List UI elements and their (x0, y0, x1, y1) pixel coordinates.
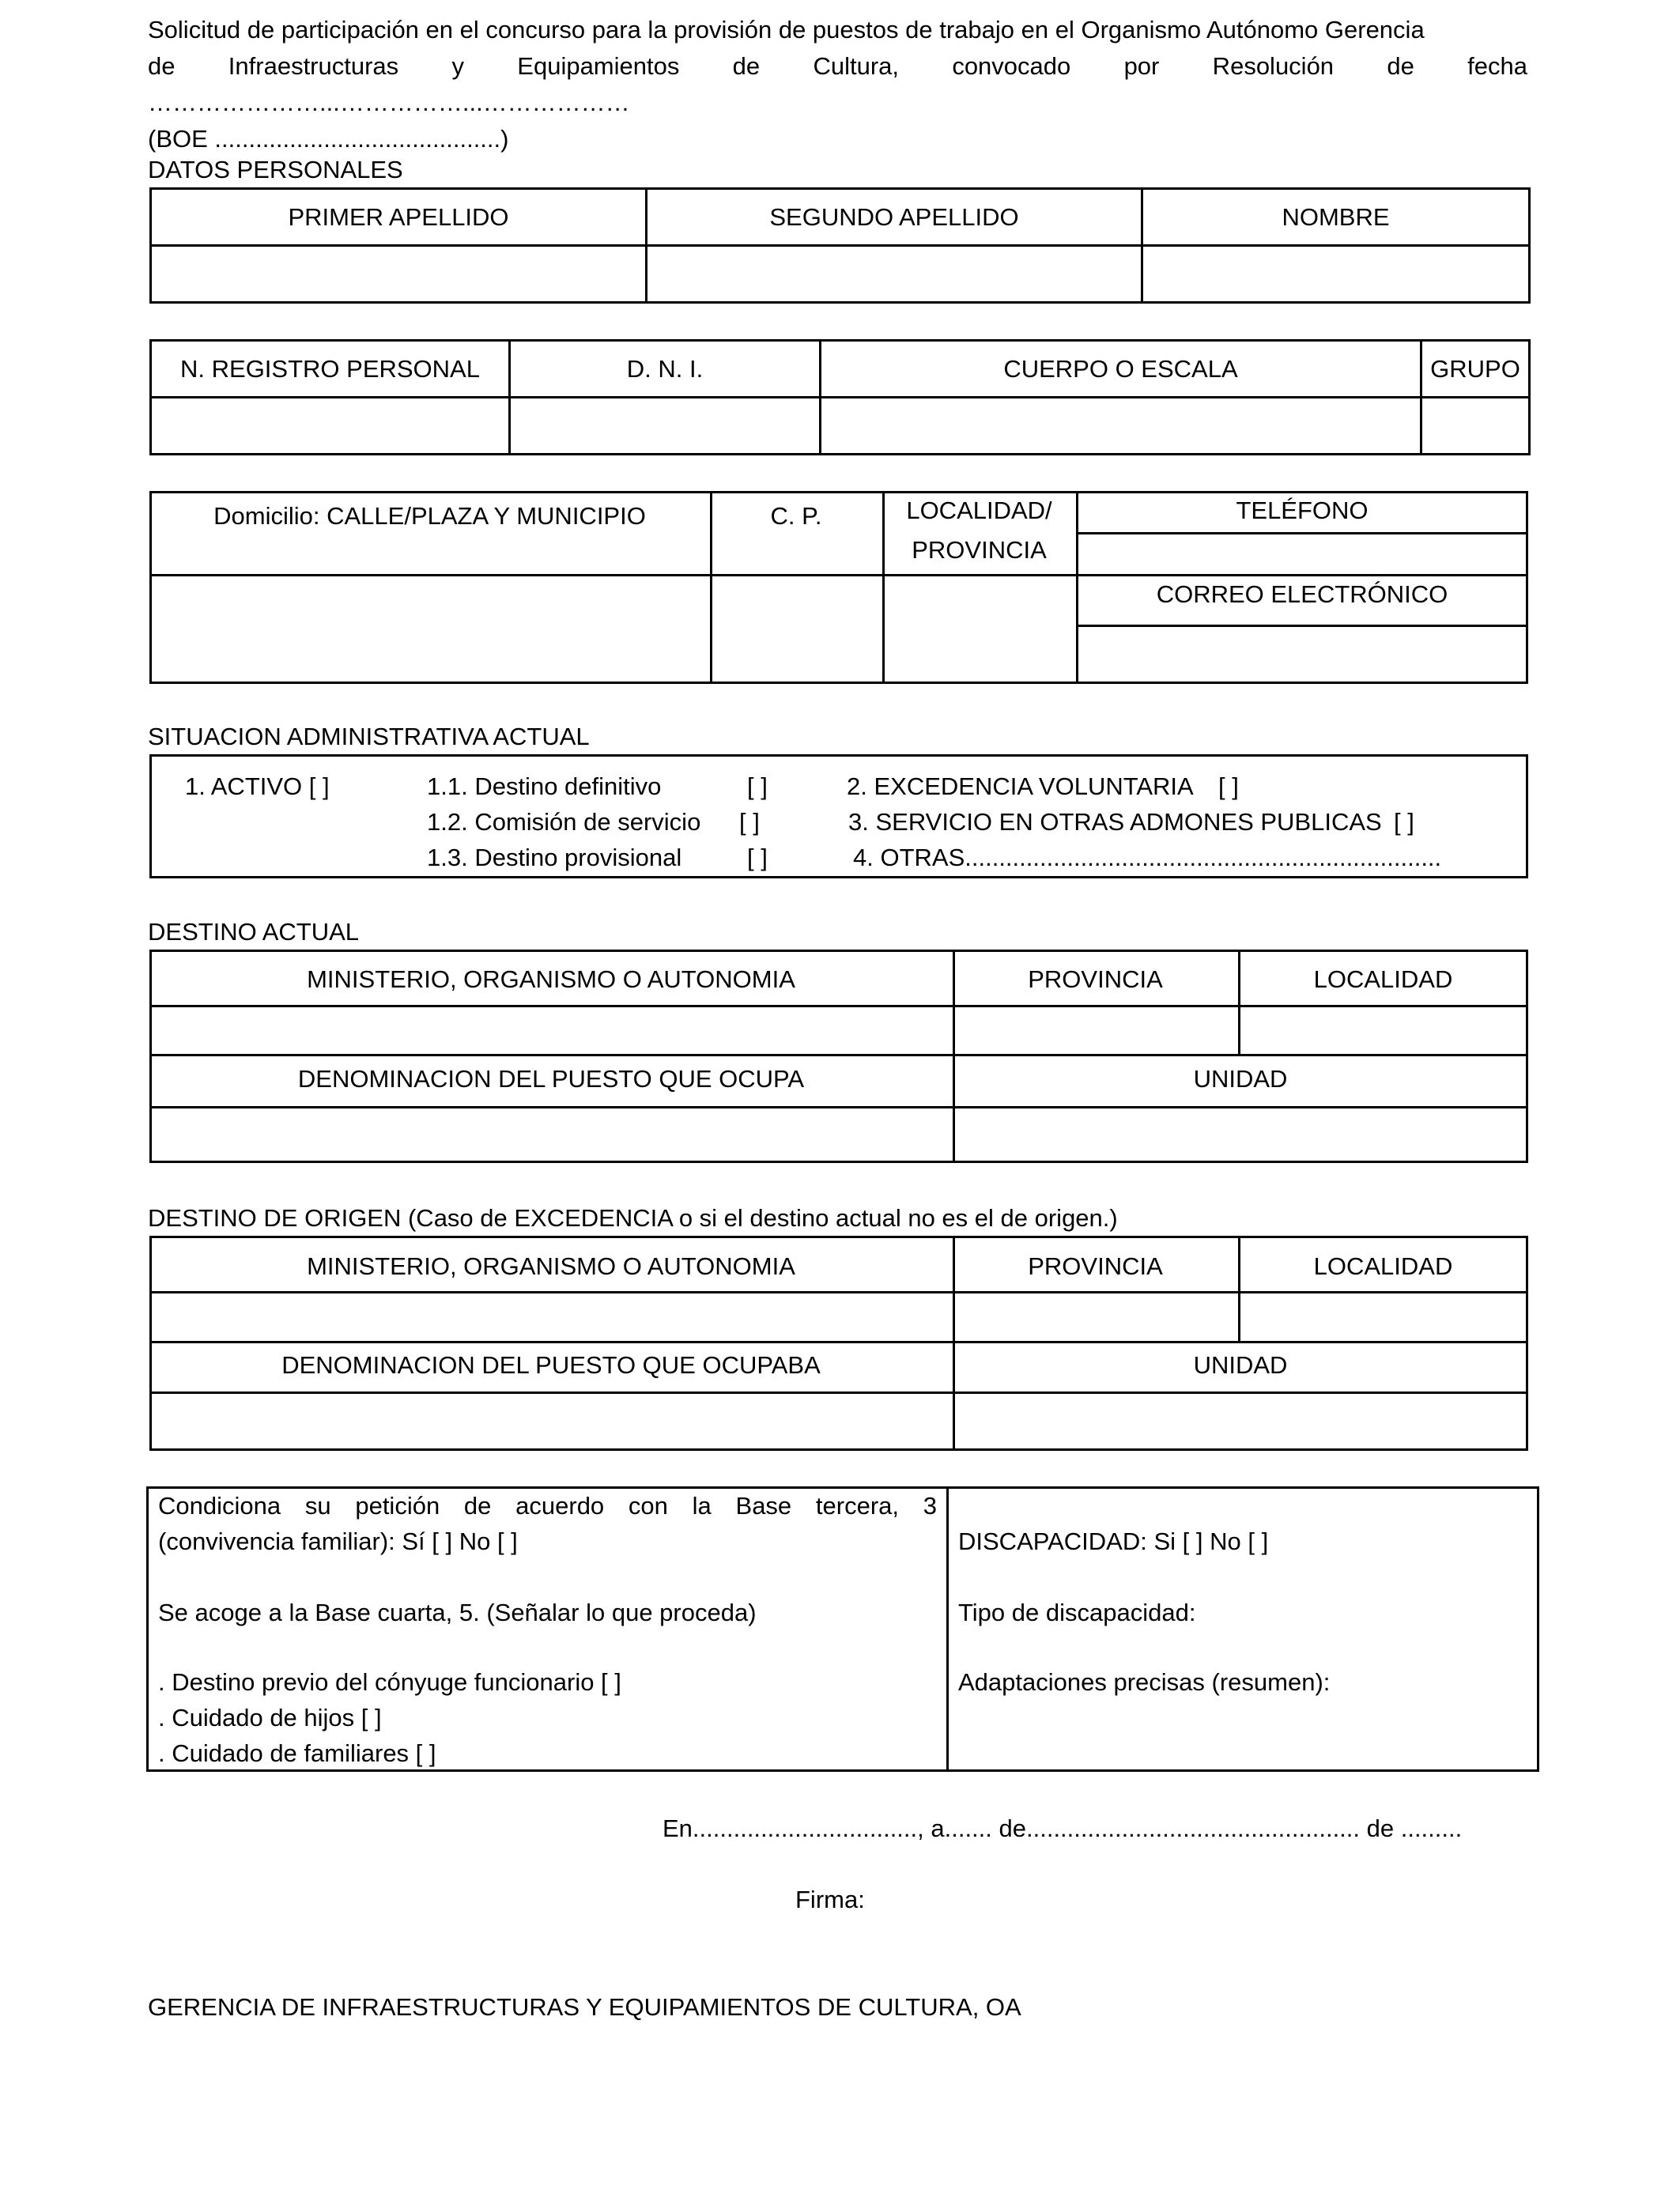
localidad-field[interactable] (885, 576, 1074, 682)
segundo-apellido-label: SEGUNDO APELLIDO (647, 189, 1142, 246)
primer-apellido-label: PRIMER APELLIDO (151, 189, 647, 246)
divider (149, 1054, 1528, 1056)
cp-label: C. P. (770, 502, 822, 530)
telefono-field[interactable] (1078, 534, 1526, 572)
segundo-apellido-field[interactable] (647, 246, 1142, 303)
localidad-label: LOCALIDAD (1313, 965, 1453, 993)
condiciona-line-1: Condiciona su petición de acuerdo con la Base tercera, 3 (158, 1492, 937, 1520)
unidad-label: UNIDAD (1193, 1065, 1288, 1093)
domicilio-field[interactable] (152, 576, 708, 682)
intro-line-1: Solicitud de participación en el concurso para la provisión de puestos de trabajo en el Organismo Autónomo Gerencia (148, 16, 1425, 43)
nombre-field[interactable] (1142, 246, 1530, 303)
correo-field[interactable] (1078, 627, 1526, 682)
destinatario-label: GERENCIA DE INFRAESTRUCTURAS Y EQUIPAMIENTOS DE CULTURA, OA (148, 1993, 1021, 2021)
destino-origen-heading: DESTINO DE ORIGEN (Caso de EXCEDENCIA o si el destino actual no es el de origen.) (148, 1204, 1118, 1232)
excedencia-label: 2. EXCEDENCIA VOLUNTARIA (847, 772, 1194, 800)
destino-definitivo-checkbox[interactable]: [ ] (747, 772, 768, 800)
unidad-origen-label: UNIDAD (1193, 1351, 1288, 1379)
denominacion-origen-field[interactable] (152, 1394, 950, 1448)
registro-personal-label: N. REGISTRO PERSONAL (151, 341, 510, 398)
base-cuarta-label: Se acoge a la Base cuarta, 5. (Señalar lo que proceda) (158, 1599, 757, 1626)
dni-field[interactable] (510, 398, 821, 455)
intro-line-3: (BOE ..........................................) (148, 125, 509, 153)
divider (149, 1341, 1528, 1343)
datos-personales-heading: DATOS PERSONALES (148, 156, 403, 183)
nombre-table (149, 187, 1531, 304)
nombre-label: NOMBRE (1142, 189, 1530, 246)
localidad-label-1: LOCALIDAD/ (906, 497, 1052, 524)
comision-servicio-checkbox[interactable]: [ ] (739, 808, 760, 836)
domicilio-label: Domicilio: CALLE/PLAZA Y MUNICIPIO (213, 502, 646, 530)
ministerio-origen-label: MINISTERIO, ORGANISMO O AUTONOMIA (307, 1252, 795, 1280)
servicio-otras-label: 3. SERVICIO EN OTRAS ADMONES PUBLICAS (848, 808, 1382, 836)
provincia-field[interactable] (955, 1007, 1236, 1052)
denominacion-field[interactable] (152, 1108, 950, 1161)
destino-actual-heading: DESTINO ACTUAL (148, 918, 359, 946)
servicio-otras-checkbox[interactable]: [ ] (1394, 808, 1414, 836)
unidad-origen-field[interactable] (955, 1394, 1526, 1448)
destino-definitivo-label: 1.1. Destino definitivo (427, 772, 662, 800)
excedencia-checkbox[interactable]: [ ] (1218, 772, 1239, 800)
comision-servicio-label: 1.2. Comisión de servicio (427, 808, 701, 836)
discapacidad-options[interactable]: DISCAPACIDAD: Si [ ] No [ ] (958, 1527, 1269, 1555)
registro-table (149, 339, 1531, 455)
localidad-field[interactable] (1240, 1007, 1526, 1052)
situacion-heading: SITUACION ADMINISTRATIVA ACTUAL (148, 723, 590, 750)
registro-personal-field[interactable] (151, 398, 510, 455)
provincia-origen-field[interactable] (955, 1293, 1236, 1339)
divider (946, 1486, 949, 1772)
grupo-field[interactable] (1421, 398, 1530, 455)
correo-label: CORREO ELECTRÓNICO (1156, 580, 1448, 608)
telefono-label: TELÉFONO (1236, 497, 1369, 524)
intro-line-2: de Infraestructuras y Equipamientos de Cultura, convocado por Resolución de fecha …………………...……………...……………… (148, 52, 1527, 116)
denominacion-label: DENOMINACION DEL PUESTO QUE OCUPA (297, 1065, 805, 1093)
destino-provisional-label: 1.3. Destino provisional (427, 844, 682, 871)
activo-option[interactable]: 1. ACTIVO [ ] (185, 772, 330, 800)
lugar-fecha-field[interactable]: En................................., a....... de................................................. de ......... (663, 1814, 1463, 1842)
provincia-origen-label: PROVINCIA (1028, 1252, 1163, 1280)
hijos-option[interactable]: . Cuidado de hijos [ ] (158, 1704, 382, 1731)
firma-label: Firma: (795, 1886, 865, 1913)
tipo-discapacidad-label: Tipo de discapacidad: (958, 1599, 1196, 1626)
unidad-field[interactable] (955, 1108, 1526, 1161)
dni-label: D. N. I. (510, 341, 821, 398)
primer-apellido-field[interactable] (151, 246, 647, 303)
convivencia-familiar-options[interactable]: (convivencia familiar): Sí [ ] No [ ] (158, 1527, 518, 1555)
cuerpo-escala-field[interactable] (821, 398, 1421, 455)
divider (1076, 574, 1528, 576)
denominacion-origen-label: DENOMINACION DEL PUESTO QUE OCUPABA (281, 1351, 821, 1379)
destino-provisional-checkbox[interactable]: [ ] (747, 844, 768, 871)
ministerio-label: MINISTERIO, ORGANISMO O AUTONOMIA (307, 965, 795, 993)
ministerio-field[interactable] (152, 1007, 950, 1052)
localidad-label-2: PROVINCIA (912, 536, 1047, 564)
cp-field[interactable] (712, 576, 880, 682)
conyuge-option[interactable]: . Destino previo del cónyuge funcionario [ ] (158, 1668, 621, 1696)
ministerio-origen-field[interactable] (152, 1293, 950, 1339)
adaptaciones-label: Adaptaciones precisas (resumen): (958, 1668, 1331, 1696)
grupo-label: GRUPO (1421, 341, 1530, 398)
localidad-origen-field[interactable] (1240, 1293, 1526, 1339)
familiares-option[interactable]: . Cuidado de familiares [ ] (158, 1739, 436, 1767)
otras-field[interactable]: 4. OTRAS...................................................................... (853, 844, 1442, 871)
localidad-origen-label: LOCALIDAD (1313, 1252, 1453, 1280)
intro-paragraph (148, 12, 1527, 157)
provincia-label: PROVINCIA (1028, 965, 1163, 993)
cuerpo-escala-label: CUERPO O ESCALA (821, 341, 1421, 398)
